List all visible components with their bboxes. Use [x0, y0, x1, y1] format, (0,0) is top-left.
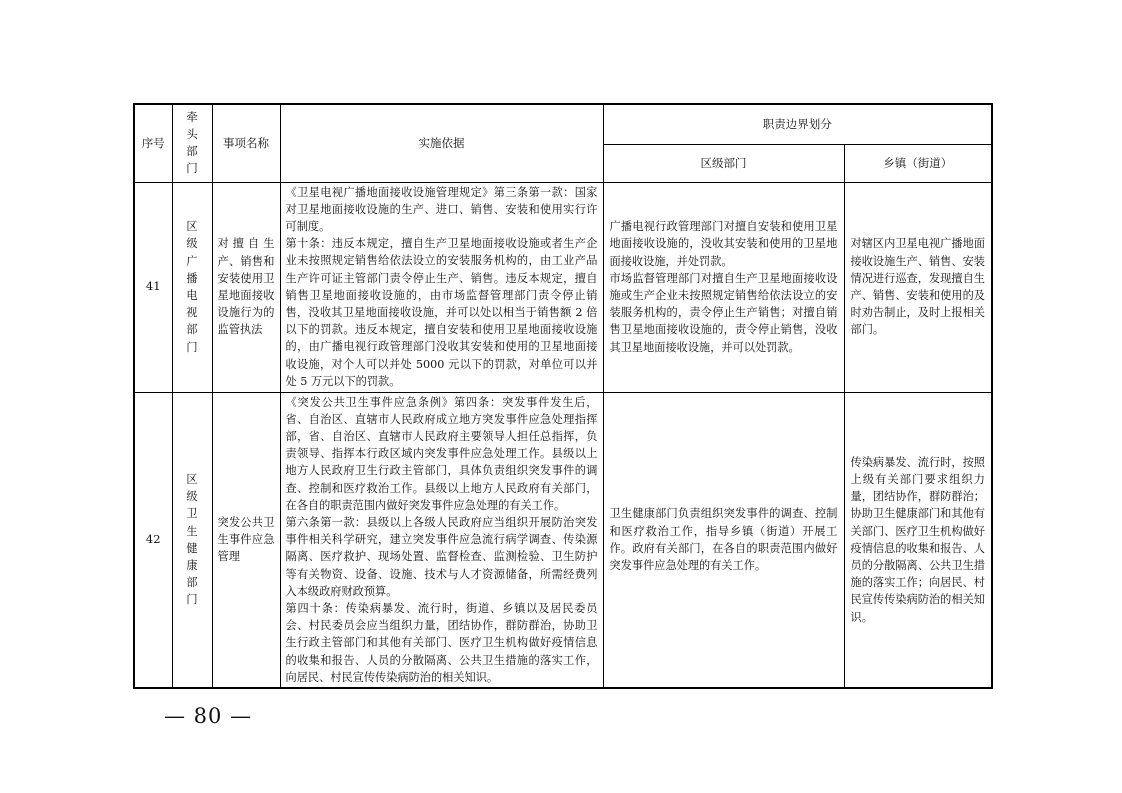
- basis-paragraph: 《卫星电视广播地面接收设施管理规定》第三条第一款：国家对卫星地面接收设施的生产、进口、销售、安装和使用实行许可制度。: [285, 185, 598, 233]
- header-seq: 序号: [134, 104, 172, 182]
- row-town: [844, 392, 992, 688]
- row-basis: [280, 392, 603, 688]
- town-paragraph: 传染病暴发、流行时，按照上级有关部门要求组织力量，团结协作，群防群治；协助卫生健康部门和其他有关部门、医疗卫生机构做好疫情信息的收集和报告、人员的分散隔离、公共卫生措施的落实工作；向居民、村民宣传传染病防治的相关知识。: [850, 455, 985, 624]
- district-paragraph: 广播电视行政管理部门对擅自安装和使用卫星地面接收设施的，没收其安装和使用的卫星地面接收设施，并处罚款。: [609, 220, 838, 268]
- row-dept: 区级卫生健康部门: [172, 392, 212, 688]
- town-paragraph: 对辖区内卫星电视广播地面接收设施生产、销售、安装情况进行巡查，发现擅自生产、销售、安装和使用的及时劝告制止，及时上报相关部门。: [850, 237, 985, 337]
- row-basis: [280, 182, 603, 392]
- district-paragraph: 卫生健康部门负责组织突发事件的调查、控制和医疗救治工作，指导乡镇（街道）开展工作。政府有关部门，在各自的职责范围内做好突发事件应急处理的有关工作。: [609, 507, 838, 572]
- basis-paragraph: 《突发公共卫生事件应急条例》第四条：突发事件发生后，省、自治区、直辖市人民政府成立地方突发事件应急处理指挥部，省、自治区、直辖市人民政府主要领导人担任总指挥，负责领导、指挥本行政区域内突发事件应急处理工作。县级以上地方人民政府卫生行政主管部门，具体负责组织突发事件的调查、控制和医疗救治工作。县级以上地方人民政府有关部门，在各自的职责范围内做好突发事件应急处理的有关工作。: [285, 395, 598, 512]
- page-number: — 80 —: [164, 704, 253, 728]
- header-town: 乡镇（街道）: [844, 144, 992, 182]
- row-district: [603, 182, 844, 392]
- row-town: [844, 182, 992, 392]
- table-row: [134, 392, 992, 688]
- basis-paragraph: 第四十条：传染病暴发、流行时，街道、乡镇以及居民委员会、村民委员会应当组织力量，团结协作，群防群治，协助卫生行政主管部门和其他有关部门、医疗卫生机构做好疫情信息的收集和报告、人员的分散隔离、公共卫生措施的落实工作，向居民、村民宣传传染病防治的相关知识。: [285, 601, 598, 684]
- basis-paragraph: 第六条第一款：县级以上各级人民政府应当组织开展防治突发事件相关科学研究，建立突发事件应急流行病学调查、传染源隔离、医疗救护、现场处置、监督检查、监测检验、卫生防护等有关物资、设备、设施、技术与人才资源储备，所需经费列入本级政府财政预算。: [285, 515, 598, 598]
- row-item: 对擅自生产、销售和安装使用卫星地面接收设施行为的监管执法: [212, 182, 280, 392]
- header-district: 区级部门: [603, 144, 844, 182]
- responsibility-table: [133, 103, 993, 689]
- row-district: [603, 392, 844, 688]
- table-row: [134, 182, 992, 392]
- district-paragraph: 市场监督管理部门对擅自生产卫星地面接收设施或生产企业未按照规定销售给依法设立的安装服务机构的，责令停止生产销售；对擅自销售卫星地面接收设施的，责令停止销售，没收其卫星地面接收设施，并可以处罚款。: [609, 271, 838, 354]
- row-seq: 42: [134, 392, 172, 688]
- row-item: 突发公共卫生事件应急管理: [212, 392, 280, 688]
- header-division: 职责边界划分: [603, 104, 992, 144]
- row-seq: 41: [134, 182, 172, 392]
- basis-paragraph: 第十条：违反本规定，擅自生产卫星地面接收设施或者生产企业未按照规定销售给依法设立的安装服务机构的，由工业产品生产许可证主管部门责令停止生产、销售。违反本规定，擅自销售卫星地面接收设施的，由市场监督管理部门责令停止销售，没收其卫星地面接收设施，并可以处以相当于销售额 2 倍以下的罚款。违反本规定，擅自安装和使用卫星地面接收设施的，由广播电视行政管理部门没收其安装和使用的卫星地面接收设施，对个人可以并处 5000 元以下的罚款，对单位可以并处 5 万元以下的罚款。: [285, 237, 598, 388]
- header-dept: 牵头部门: [172, 104, 212, 182]
- header-basis: 实施依据: [280, 104, 603, 182]
- row-dept: 区级广播电视部门: [172, 182, 212, 392]
- header-row-top: [134, 104, 992, 144]
- header-item: 事项名称: [212, 104, 280, 182]
